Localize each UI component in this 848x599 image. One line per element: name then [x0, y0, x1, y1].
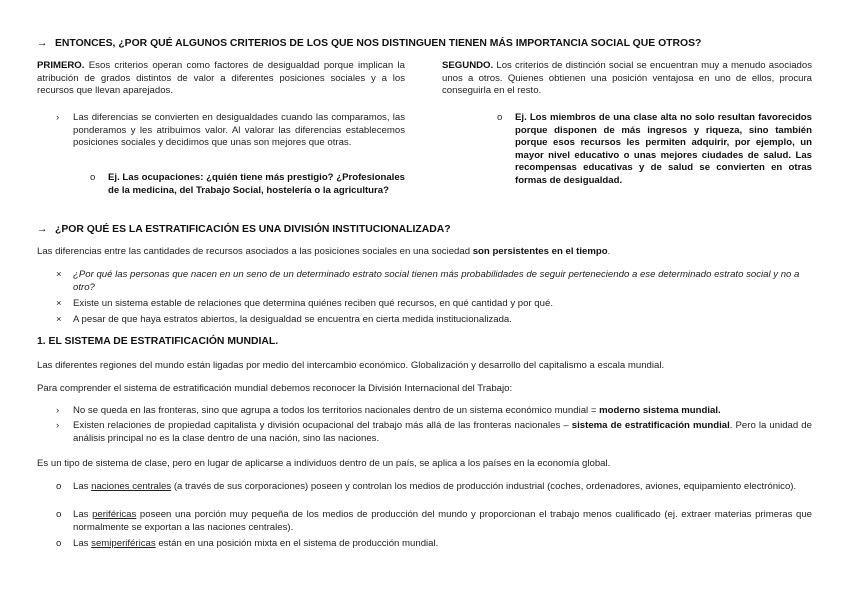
list-item-peripheral: o Las periféricas poseen una porción muy pequeña de los medios de producción del mundo y proporcionan el trabajo menos cualificado (ej. extraer materias primeras que normalmente se exportan a las naciones centrales). — [56, 509, 812, 533]
example-item-clase-alta: o Ej. Los miembros de una clase alta no solo resultan favorecidos porque disponen de más ingresos y riqueza, sino también porque esos recursos les permiten adquirir, por ejemplo, un mayor nivel educativo o unas mejores ciudades de salud. Las recompensas educativas y de salud se convierten en otras formas de desigualdad. — [497, 112, 812, 186]
paragraph-persistent-differences: Las diferencias entre las cantidades de recursos asociados a las posiciones sociales en una sociedad son persistentes en el tiempo. — [37, 246, 611, 257]
cross-bullet-icon: × — [56, 314, 62, 325]
paragraph-regions: Las diferentes regiones del mundo están ligadas por medio del intercambio económico. Globalización y desarrollo del capitalismo a escala mundial. — [37, 360, 665, 371]
column-primero — [37, 60, 405, 98]
arrow-right-icon: → — [37, 38, 48, 49]
circle-bullet-icon: o — [56, 538, 62, 549]
column-segundo — [442, 60, 812, 98]
circle-bullet-icon: o — [497, 112, 503, 123]
chevron-bullet-icon: › — [56, 112, 60, 123]
example-item-ocupaciones: o Ej. Las ocupaciones: ¿quién tiene más prestigio? ¿Profesionales de la medicina, del Trabajo Social, hostelería o la agricultura? — [90, 172, 405, 196]
paragraph-class-system: Es un tipo de sistema de clase, pero en lugar de aplicarse a individuos dentro de un país, se aplica a los países en la economía global. — [37, 458, 611, 469]
bullet-item-diferencias: › Las diferencias se convierten en desigualdades cuando las comparamos, las ponderamos y les atribuimos valor. Al valorar las diferencias establecemos posiciones sociales y decidimos que unas son mejores que otras. — [56, 112, 405, 148]
paragraph-segundo: SEGUNDO. Los criterios de distinción social se encuentran muy a menudo asociados unos a otros. Quienes obtienen una posición ventajosa en uno de ellos, procura conseguirla en el resto. — [442, 60, 813, 96]
paragraph-division: Para comprender el sistema de estratificación mundial debemos reconocer la División Internacional del Trabajo: — [37, 383, 513, 394]
section-heading-institutional: → ¿POR QUÉ ES LA ESTRATIFICACIÓN ES UNA DIVISIÓN INSTITUCIONALIZADA? — [37, 224, 451, 235]
chevron-bullet-icon: › — [56, 405, 60, 416]
list-item-central-nations: o Las naciones centrales (a través de sus corporaciones) poseen y controlan los medios de producción industrial (coches, ordenadores, aviones, equipamiento electrónico). — [56, 481, 797, 492]
paragraph-primero: PRIMERO. Esos criterios operan como factores de desigualdad porque implican la atribución de grados distintos de valor a diferentes posiciones sociales y a los recursos que llevan aparejados. — [37, 60, 405, 96]
section-heading-why-criteria: → ENTONCES, ¿POR QUÉ ALGUNOS CRITERIOS DE LOS QUE NOS DISTINGUEN TIENEN MÁS IMPORTANCIA SOCIAL QUE OTROS? — [37, 38, 702, 49]
bullet-item-borders: › No se queda en las fronteras, sino que agrupa a todos los territorios nacionales dentro de un sistema económico mundial = moderno sistema mundial. — [56, 405, 721, 416]
circle-bullet-icon: o — [90, 172, 96, 183]
list-item-question: × ¿Por qué las personas que nacen en un seno de un determinado estrato social tienen más probabilidades de seguir perteneciendo a ese determinado estrato social y no a otro? — [56, 269, 800, 293]
section-heading-global-stratification: 1. EL SISTEMA DE ESTRATIFICACIÓN MUNDIAL. — [37, 336, 279, 347]
bullet-item-capitalist-relations: › Existen relaciones de propiedad capitalista y división ocupacional del trabajo más allá de las fronteras nacionales – sistema de estratificación mundial. Pero la unidad de análisis principal no es la clase dentro de una nación, sino las naciones. — [56, 420, 812, 444]
chevron-bullet-icon: › — [56, 420, 60, 431]
list-item-open-strata: × A pesar de que haya estratos abiertos, la desigualdad se encuentra en cierta medida institucionalizada. — [56, 314, 512, 325]
circle-bullet-icon: o — [56, 481, 62, 492]
cross-bullet-icon: × — [56, 298, 62, 309]
arrow-right-icon: → — [37, 224, 48, 235]
list-item-stable-system: × Existe un sistema estable de relaciones que determina quiénes reciben qué recursos, en qué cantidad y por qué. — [56, 298, 553, 309]
list-item-semiperipheral: o Las semiperiféricas están en una posición mixta en el sistema de producción mundial. — [56, 538, 439, 549]
cross-bullet-icon: × — [56, 269, 62, 280]
circle-bullet-icon: o — [56, 509, 62, 520]
